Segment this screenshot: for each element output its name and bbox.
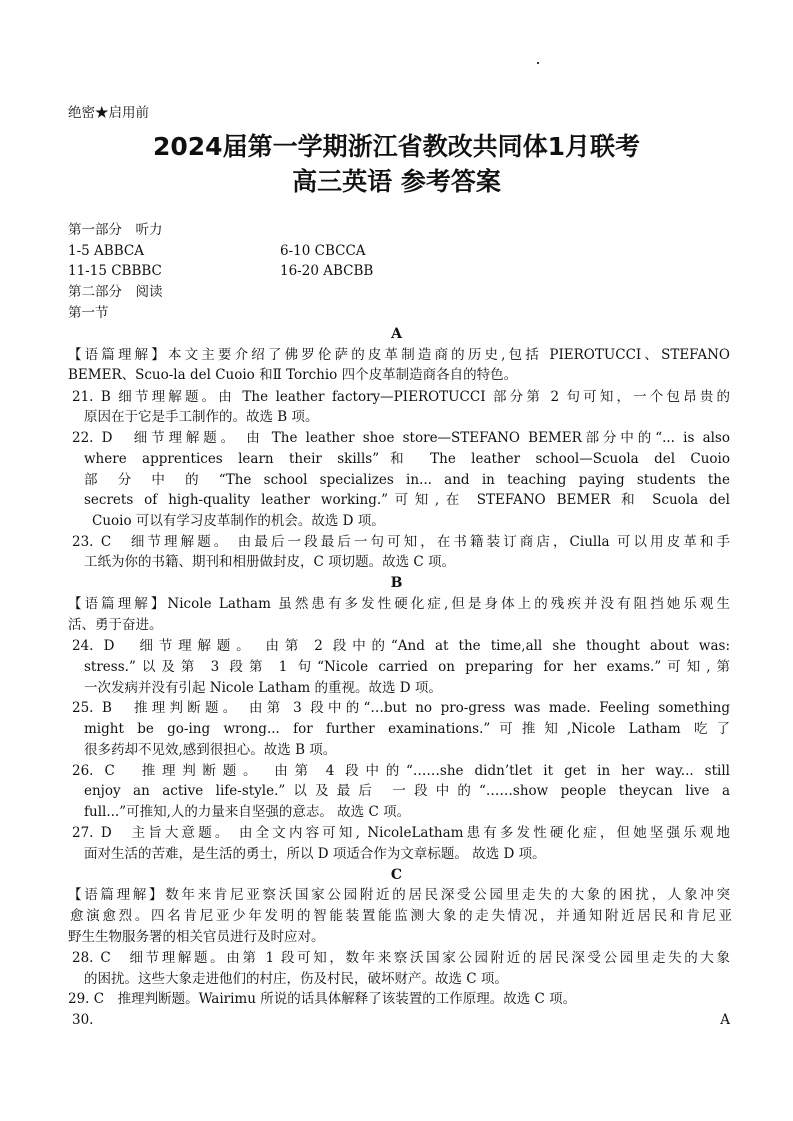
summary-line: 【语篇理解】本文主要介绍了佛罗伦萨的皮革制造商的历史,包括 PIEROTUCCI、STEFANO bbox=[68, 347, 730, 363]
passage-a-label: A bbox=[391, 326, 402, 342]
summary-line: 活、勇于奋进。 bbox=[68, 617, 163, 633]
answer-row bbox=[68, 262, 730, 280]
answer-line: 27. D 主旨大意题。 由全文内容可知, NicoleLatham患有多发性硬化症，但她坚强乐观地 bbox=[72, 825, 730, 841]
page-title: 2024届第一学期浙江省教改共同体1月联考 bbox=[153, 132, 640, 161]
part1-heading: 第一部分 听力 bbox=[68, 222, 163, 238]
answer-line: 面对生活的苦难，是生活的勇士，所以 D 项适合作为文章标题。 故选 D 项。 bbox=[84, 846, 546, 862]
answer-line-number: 30. bbox=[72, 1012, 94, 1028]
answer-group: 1-5 ABBCA bbox=[68, 243, 144, 259]
answer-line: 一次发病并没有引起 Nicole Latham 的重视。故选 D 项。 bbox=[84, 680, 442, 696]
answer-line: stress.”以及第 3 段第 1 句“Nicole carried on preparing for her exams.”可知,第 bbox=[84, 659, 730, 675]
answer-group: 6-10 CBCCA bbox=[280, 243, 366, 259]
section-heading: 第一节 bbox=[68, 305, 109, 321]
answer-line: 工纸为你的书籍、期刊和相册做封皮，C 项切题。故选 C 项。 bbox=[84, 554, 456, 570]
answer-line: 24. D 细节理解题。 由第 2 段中的“And at the time,all she thought about was: bbox=[72, 638, 730, 654]
confidential-label: 绝密★启用前 bbox=[68, 105, 149, 121]
answer-line: 29. C 推理判断题。Wairimu 所说的话具体解释了该装置的工作原理。故选 C 项。 bbox=[68, 991, 577, 1007]
answer-line: Cuoio 可以有学习皮革制作的机会。故选 D 项。 bbox=[92, 513, 385, 529]
answer-line: full...”可推知,人的力量来自坚强的意志。 故选 C 项。 bbox=[84, 804, 411, 820]
answer-row bbox=[68, 242, 730, 260]
answer-line: where apprentices learn their skills”和 The leather school—Scuola del Cuoio bbox=[84, 451, 730, 467]
summary-line: 野生生物服务署的相关官员进行及时应对。 bbox=[68, 929, 325, 945]
answer-choice: A bbox=[720, 1012, 730, 1028]
summary-line: 【语篇理解】数年来肯尼亚察沃国家公园附近的居民深受公园里走失的大象的困扰，人象冲突 bbox=[68, 887, 730, 903]
answer-line: 21. B 细节理解题。由 The leather factory—PIEROTUCCI 部分第 2 句可知，一个包昂贵的 bbox=[72, 389, 730, 405]
answer-group: 11-15 CBBBC bbox=[68, 263, 162, 279]
answer-line: 26. C 推理判断题。 由第 4 段中的“……she didn’tlet it get in her way... still bbox=[72, 763, 730, 779]
answer-line: 28. C 细节理解题。由第 1 段可知，数年来察沃国家公园附近的居民深受公园里走失的大象 bbox=[72, 950, 730, 966]
answer-line: 部 分 中 的 “The school specializes in... and in teaching paying students the bbox=[84, 472, 730, 488]
summary-line: BEMER、Scuo-la del Cuoio 和Ⅱ Torchio 四个皮革制造商各自的特色。 bbox=[68, 367, 518, 383]
answer-line: enjoy an active life-style.”以及最后 一段中的“……show people theycan live a bbox=[84, 783, 730, 799]
dot-mark bbox=[537, 62, 539, 64]
answer-line: secrets of high-quality leather working.”可知,在 STEFANO BEMER 和 Scuola del bbox=[84, 492, 730, 508]
answer-line: 22. D 细节理解题。 由 The leather shoe store—STEFANO BEMER部分中的“... is also bbox=[72, 430, 730, 446]
answer-line: 的困扰。这些大象走进他们的村庄，伤及村民，破坏财产。故选 C 项。 bbox=[84, 971, 508, 987]
answer-line: 很多药却不见效,感到很担心。故选 B 项。 bbox=[84, 742, 337, 758]
answer-line: 23. C 细节理解题。 由最后一段最后一句可知，在书籍装订商店，Ciulla 可以用皮革和手 bbox=[72, 534, 730, 550]
answer-line: 25. B 推理判断题。 由第 3 段中的“…but no pro-gress was made. Feeling something bbox=[72, 700, 730, 716]
answer-line: might be go-ing wrong... for further examinations.”可推知,Nicole Latham 吃了 bbox=[84, 721, 730, 737]
part2-heading: 第二部分 阅读 bbox=[68, 284, 163, 300]
page-subtitle: 高三英语 参考答案 bbox=[292, 167, 501, 196]
passage-b-label: B bbox=[390, 575, 403, 591]
summary-line: 愈演愈烈。四名肯尼亚少年发明的智能装置能监测大象的走失情况，并通知附近居民和肯尼亚 bbox=[70, 908, 732, 924]
passage-c-label: C bbox=[390, 867, 403, 883]
answer-group: 16-20 ABCBB bbox=[280, 263, 374, 279]
answer-line: 原因在于它是手工制作的。故选 B 项。 bbox=[84, 409, 319, 425]
summary-line: 【语篇理解】Nicole Latham 虽然患有多发性硬化症,但是身体上的残疾并没有阻挡她乐观生 bbox=[68, 596, 730, 612]
